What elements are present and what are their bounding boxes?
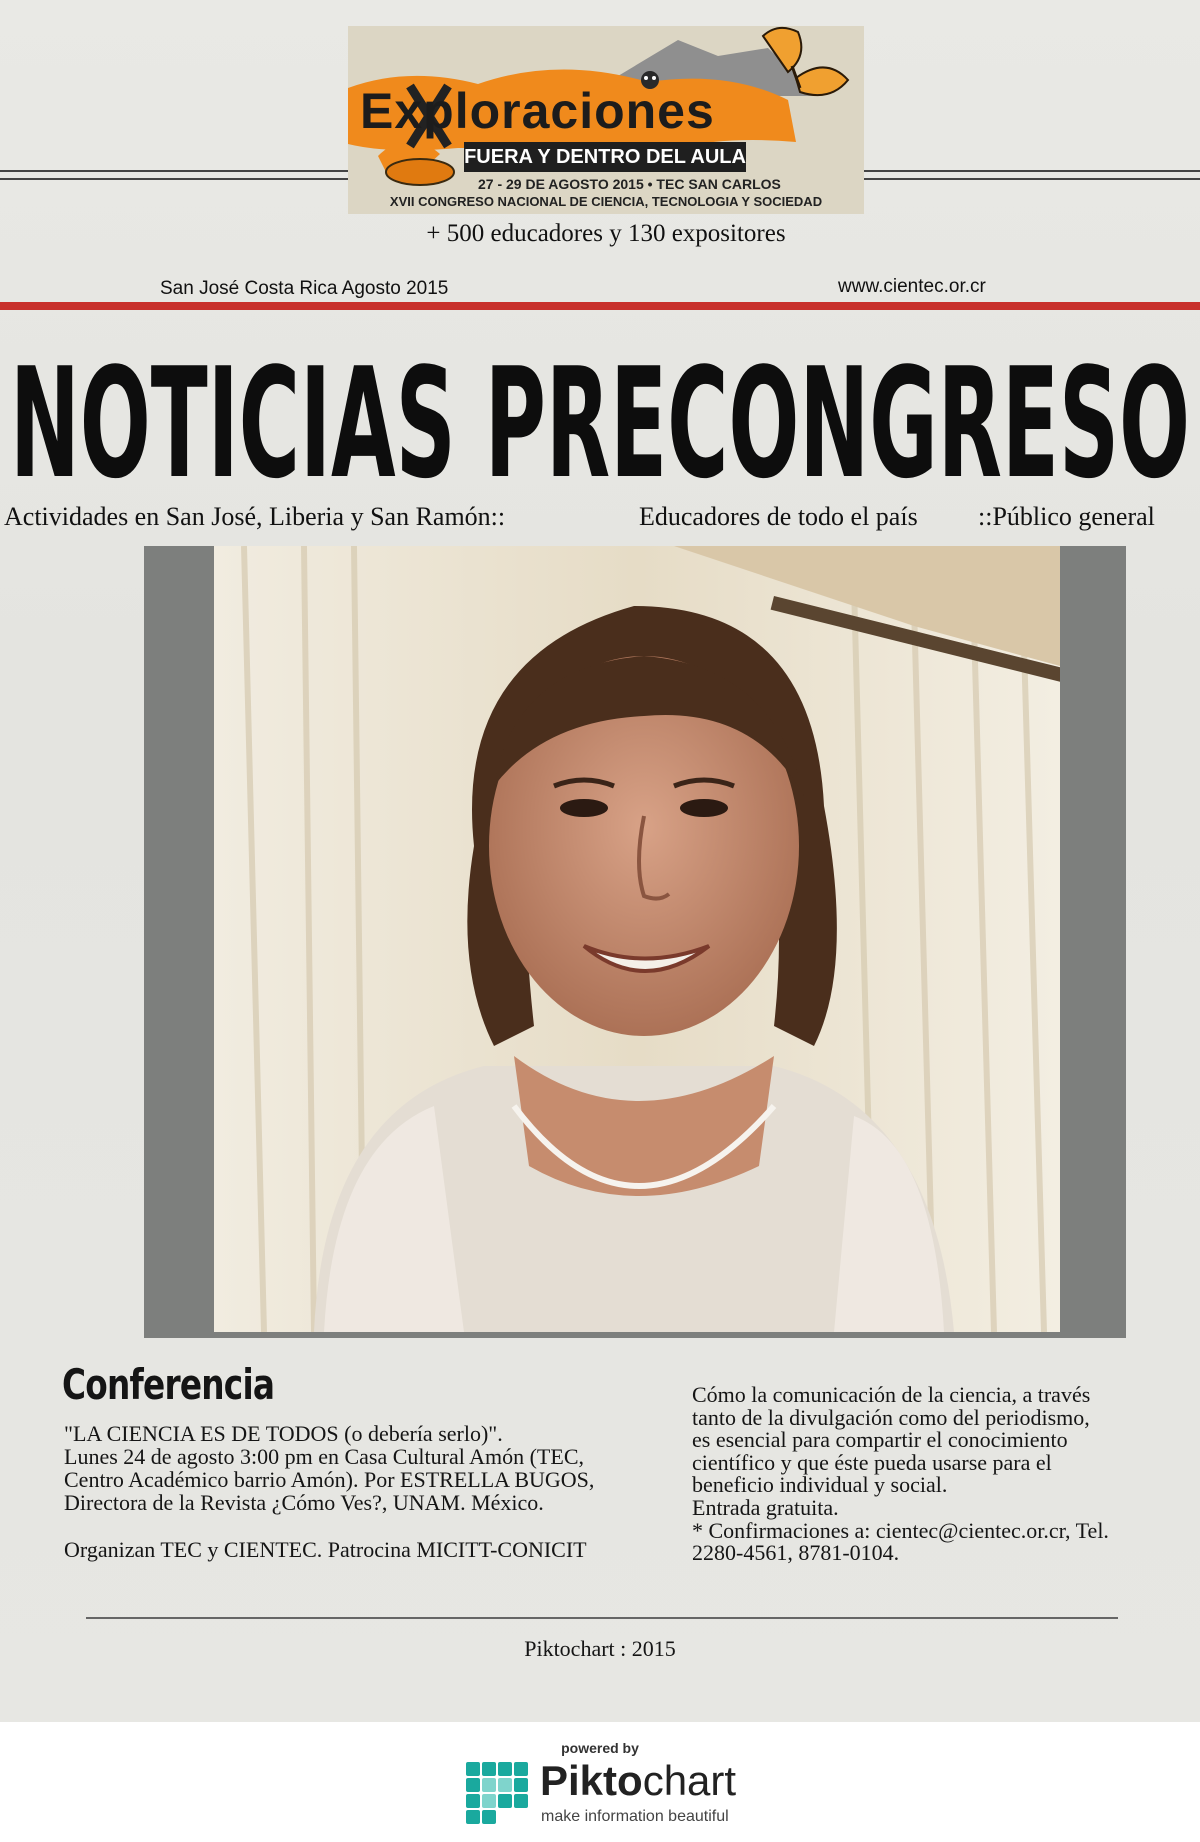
logo-dates: 27 - 29 DE AGOSTO 2015 • TEC SAN CARLOS [478,176,781,192]
piktochart-logo-icon[interactable] [466,1762,530,1826]
description-line: 2280-4561, 8781-0104. [692,1540,900,1566]
logo-congress: XVII CONGRESO NACIONAL DE CIENCIA, TECNOLOGIA Y SOCIEDAD [389,194,823,209]
header-rule-right [862,170,1200,180]
exploraciones-logo [348,26,864,214]
bottom-rule [86,1617,1118,1619]
powered-by-label: powered by [561,1740,639,1756]
subhead-right: ::Público general [978,502,1155,531]
description-line: tanto de la divulgación como del periodismo, [692,1404,1090,1430]
description-line: Cómo la comunicación de la ciencia, a través [692,1382,1091,1407]
event-line: Lunes 24 de agosto 3:00 pm en Casa Cultural Amón (TEC, [64,1444,584,1469]
description-line: es esencial para compartir el conocimiento [692,1427,1068,1453]
header-rule-left [0,170,350,180]
brand-tagline: make information beautiful [541,1808,729,1825]
red-rule [0,302,1200,310]
event-description [692,1384,1182,1565]
logo-title: Exploraciones [360,83,715,139]
brand-bold: Pikto [540,1757,643,1804]
brand-rest: chart [642,1757,737,1804]
piktochart-brand-name[interactable] [540,1757,736,1805]
event-line: Centro Académico barrio Amón). Por ESTRELLA BUGOS, [64,1467,595,1492]
subhead-center: Educadores de todo el país [639,502,918,531]
credit-line: Piktochart : 2015 [524,1636,676,1661]
event-details [64,1422,684,1561]
description-line: beneficio individual y social. [692,1472,948,1498]
tagline: + 500 educadores y 130 expositores [426,220,786,247]
organizers: Organizan TEC y CIENTEC. Patrocina MICITT-CONICIT [64,1537,587,1562]
speaker-portrait [214,546,1060,1332]
section-title: Conferencia [62,1360,275,1409]
event-line: Directora de la Revista ¿Cómo Ves?, UNAM. México. [64,1490,544,1515]
description-line: * Confirmaciones a: cientec@cientec.or.cr, Tel. [692,1517,1109,1543]
event-line: "LA CIENCIA ES DE TODOS (o debería serlo)". [64,1421,503,1446]
subhead-left: Actividades en San José, Liberia y San Ramón:: [4,502,506,531]
description-line: Entrada gratuita. [692,1494,839,1520]
logo-subtitle: FUERA Y DENTRO DEL AULA [464,142,746,172]
description-line: científico y que éste pueda usarse para el [692,1449,1052,1475]
headline [0,322,1200,487]
website-link[interactable]: www.cientec.or.cr [838,276,986,297]
headline-text: NOTICIAS PRECONGRESO [10,335,1190,487]
speaker-photo [214,546,1060,1332]
place-date: San José Costa Rica Agosto 2015 [160,278,449,299]
